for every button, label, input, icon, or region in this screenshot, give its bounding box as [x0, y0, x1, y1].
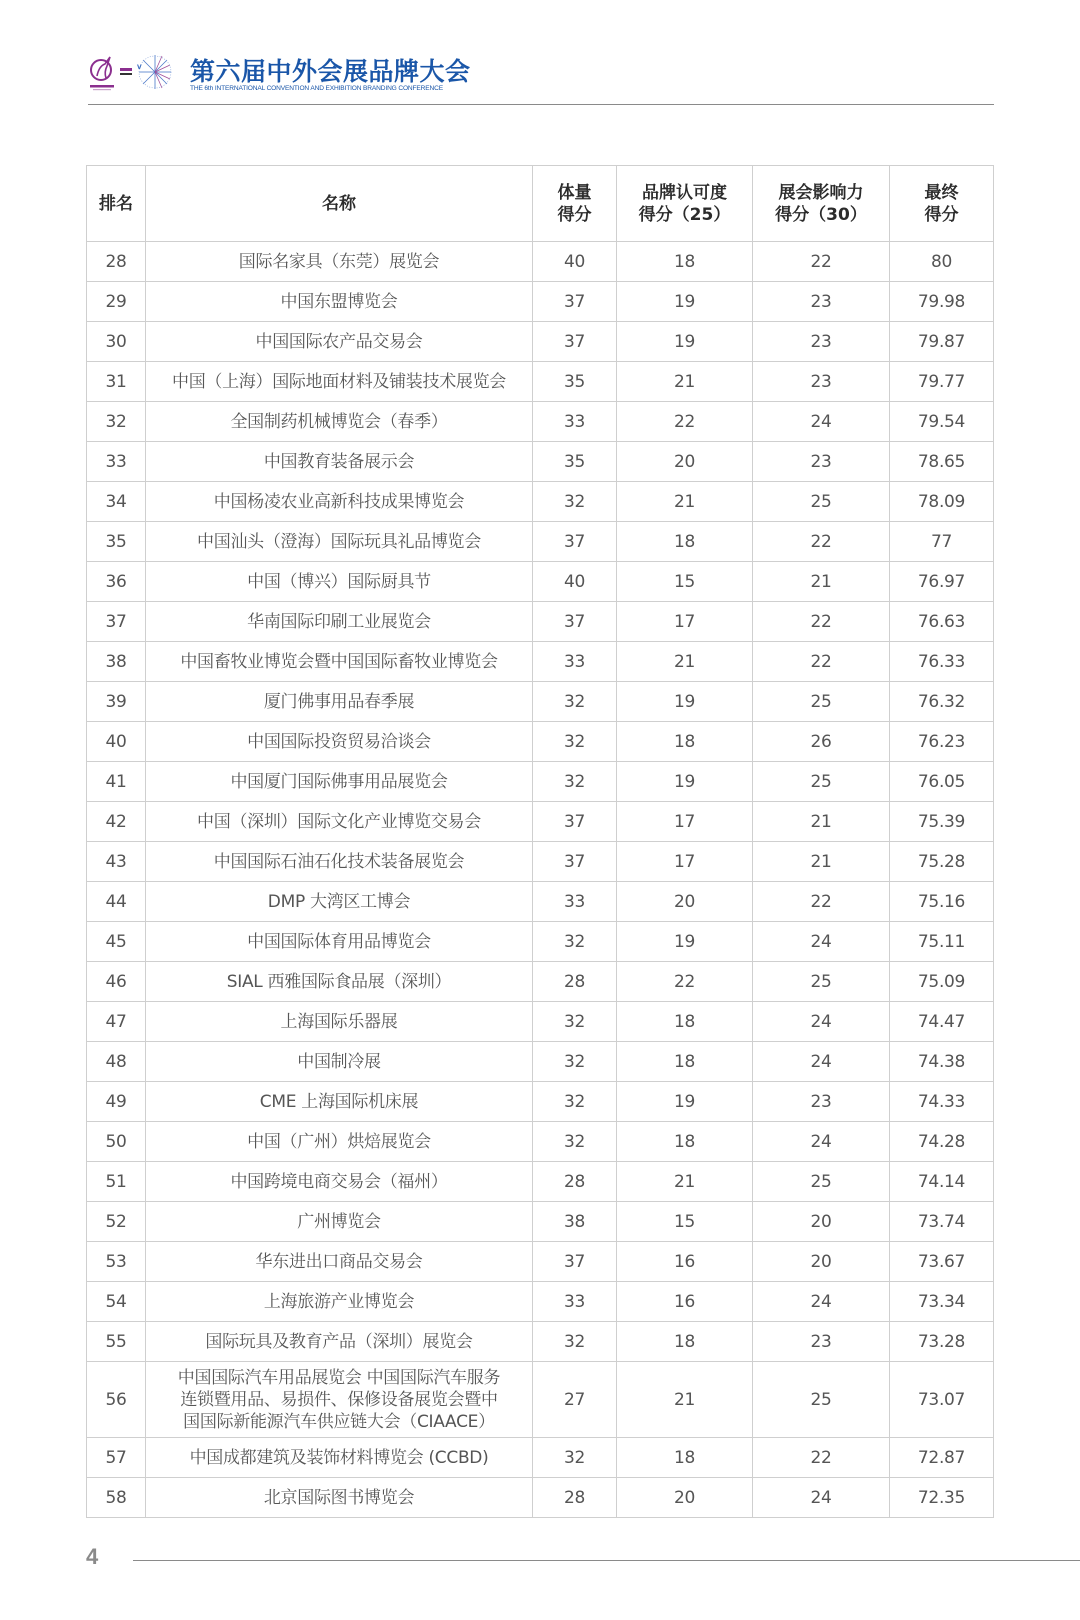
cell-volume-score: 32 — [533, 1122, 617, 1162]
cell-final-score: 79.77 — [890, 362, 994, 402]
table-row — [87, 482, 994, 522]
cell-impact-score: 24 — [753, 402, 890, 442]
table-row — [87, 1042, 994, 1082]
cell-name: 中国国际体育用品博览会 — [146, 922, 533, 962]
cell-final-score: 72.35 — [890, 1478, 994, 1518]
table-row — [87, 442, 994, 482]
table-row — [87, 762, 994, 802]
cell-brand-score: 20 — [617, 1478, 753, 1518]
conference-burst-logo-icon — [120, 54, 172, 90]
cell-name: 中国国际石油石化技术装备展览会 — [146, 842, 533, 882]
cell-final-score: 73.07 — [890, 1362, 994, 1438]
cell-final-score: 75.11 — [890, 922, 994, 962]
cell-name-line: 国国际新能源汽车供应链大会（CIAACE） — [183, 1411, 495, 1432]
conference-subtitle: THE 6th INTERNATIONAL CONVENTION AND EXHIBITION BRANDING CONFERENCE — [190, 85, 444, 92]
cell-impact-score: 24 — [753, 1042, 890, 1082]
cell-name: 中国（广州）烘焙展览会 — [146, 1122, 533, 1162]
cell-brand-score: 16 — [617, 1282, 753, 1322]
cell-brand-score: 21 — [617, 482, 753, 522]
cell-name: 中国（上海）国际地面材料及铺装技术展览会 — [146, 362, 533, 402]
cell-brand-score: 20 — [617, 442, 753, 482]
cell-final-score: 75.28 — [890, 842, 994, 882]
cell-name: 中国（博兴）国际厨具节 — [146, 562, 533, 602]
cell-brand-score: 15 — [617, 562, 753, 602]
cell-impact-score: 24 — [753, 1282, 890, 1322]
table-row — [87, 882, 994, 922]
cell-final-score: 80 — [890, 242, 994, 282]
cell-final-score: 74.14 — [890, 1162, 994, 1202]
cell-volume-score: 37 — [533, 602, 617, 642]
cell-impact-score: 23 — [753, 322, 890, 362]
cell-rank: 33 — [87, 442, 146, 482]
cell-name-line: 连锁暨用品、易损件、保修设备展览会暨中 — [180, 1389, 498, 1410]
cell-final-score: 74.38 — [890, 1042, 994, 1082]
cell-final-score: 76.32 — [890, 682, 994, 722]
cell-brand-score: 18 — [617, 522, 753, 562]
cell-volume-score: 35 — [533, 362, 617, 402]
cell-brand-score: 17 — [617, 802, 753, 842]
cell-rank: 51 — [87, 1162, 146, 1202]
cell-rank: 36 — [87, 562, 146, 602]
cell-volume-score: 32 — [533, 722, 617, 762]
cell-impact-score: 23 — [753, 282, 890, 322]
cell-volume-score: 32 — [533, 482, 617, 522]
cell-final-score: 79.54 — [890, 402, 994, 442]
cell-brand-score: 18 — [617, 722, 753, 762]
cell-impact-score: 24 — [753, 1002, 890, 1042]
cell-impact-score: 22 — [753, 602, 890, 642]
footer-divider — [133, 1560, 1080, 1561]
unicorn-logo-icon — [88, 54, 116, 92]
cell-final-score: 74.47 — [890, 1002, 994, 1042]
svg-text:V: V — [137, 64, 142, 71]
col-header-volume: 体量 得分 — [533, 166, 617, 242]
cell-impact-score: 25 — [753, 1162, 890, 1202]
cell-volume-score: 28 — [533, 1162, 617, 1202]
cell-final-score: 75.09 — [890, 962, 994, 1002]
cell-rank: 40 — [87, 722, 146, 762]
table-row — [87, 1478, 994, 1518]
table-row — [87, 522, 994, 562]
cell-impact-score: 25 — [753, 762, 890, 802]
cell-name: 华东进出口商品交易会 — [146, 1242, 533, 1282]
cell-name: 全国制药机械博览会（春季） — [146, 402, 533, 442]
cell-brand-score: 18 — [617, 1042, 753, 1082]
cell-impact-score: 20 — [753, 1202, 890, 1242]
cell-name: 上海国际乐器展 — [146, 1002, 533, 1042]
cell-impact-score: 23 — [753, 1322, 890, 1362]
cell-name: 中国国际投资贸易洽谈会 — [146, 722, 533, 762]
cell-volume-score: 32 — [533, 1082, 617, 1122]
cell-name: 厦门佛事用品春季展 — [146, 682, 533, 722]
cell-brand-score: 19 — [617, 322, 753, 362]
cell-final-score: 78.09 — [890, 482, 994, 522]
cell-volume-score: 32 — [533, 1002, 617, 1042]
cell-impact-score: 22 — [753, 642, 890, 682]
cell-final-score: 74.33 — [890, 1082, 994, 1122]
cell-final-score: 76.05 — [890, 762, 994, 802]
table-row — [87, 1282, 994, 1322]
cell-impact-score: 25 — [753, 482, 890, 522]
cell-volume-score: 33 — [533, 642, 617, 682]
cell-final-score: 72.87 — [890, 1438, 994, 1478]
table-row — [87, 242, 994, 282]
cell-impact-score: 20 — [753, 1242, 890, 1282]
cell-rank: 32 — [87, 402, 146, 442]
cell-rank: 37 — [87, 602, 146, 642]
cell-rank: 53 — [87, 1242, 146, 1282]
cell-name: 中国制冷展 — [146, 1042, 533, 1082]
cell-brand-score: 17 — [617, 602, 753, 642]
cell-rank: 30 — [87, 322, 146, 362]
cell-brand-score: 19 — [617, 762, 753, 802]
cell-impact-score: 25 — [753, 1362, 890, 1438]
cell-brand-score: 21 — [617, 642, 753, 682]
table-row — [87, 1002, 994, 1042]
cell-rank: 58 — [87, 1478, 146, 1518]
cell-rank: 29 — [87, 282, 146, 322]
cell-brand-score: 19 — [617, 922, 753, 962]
cell-brand-score: 20 — [617, 882, 753, 922]
cell-volume-score: 32 — [533, 922, 617, 962]
cell-rank: 38 — [87, 642, 146, 682]
cell-brand-score: 22 — [617, 962, 753, 1002]
cell-brand-score: 21 — [617, 1162, 753, 1202]
cell-name: 国际玩具及教育产品（深圳）展览会 — [146, 1322, 533, 1362]
cell-impact-score: 22 — [753, 882, 890, 922]
cell-final-score: 77 — [890, 522, 994, 562]
table-row — [87, 1362, 994, 1438]
table-row — [87, 1122, 994, 1162]
cell-brand-score: 15 — [617, 1202, 753, 1242]
cell-volume-score: 37 — [533, 282, 617, 322]
table-row — [87, 1202, 994, 1242]
cell-name: 北京国际图书博览会 — [146, 1478, 533, 1518]
table-row — [87, 1322, 994, 1362]
cell-rank: 45 — [87, 922, 146, 962]
conference-title: 第六届中外会展品牌大会 — [190, 57, 471, 86]
cell-volume-score: 40 — [533, 562, 617, 602]
cell-volume-score: 28 — [533, 1478, 617, 1518]
cell-final-score: 73.74 — [890, 1202, 994, 1242]
cell-rank: 35 — [87, 522, 146, 562]
cell-rank: 28 — [87, 242, 146, 282]
cell-impact-score: 22 — [753, 522, 890, 562]
cell-name: DMP 大湾区工博会 — [146, 882, 533, 922]
cell-impact-score: 21 — [753, 562, 890, 602]
ranking-table — [86, 165, 994, 1518]
cell-volume-score: 32 — [533, 1438, 617, 1478]
cell-volume-score: 35 — [533, 442, 617, 482]
table-row — [87, 402, 994, 442]
cell-name: 国际名家具（东莞）展览会 — [146, 242, 533, 282]
cell-impact-score: 24 — [753, 1122, 890, 1162]
cell-volume-score: 37 — [533, 802, 617, 842]
cell-final-score: 76.33 — [890, 642, 994, 682]
cell-final-score: 73.34 — [890, 1282, 994, 1322]
cell-brand-score: 19 — [617, 282, 753, 322]
cell-brand-score: 18 — [617, 1322, 753, 1362]
table-row — [87, 1082, 994, 1122]
col-header-brand: 品牌认可度 得分（25） — [617, 166, 753, 242]
cell-final-score: 76.97 — [890, 562, 994, 602]
table-row — [87, 1162, 994, 1202]
cell-volume-score: 37 — [533, 842, 617, 882]
cell-final-score: 76.63 — [890, 602, 994, 642]
cell-rank: 31 — [87, 362, 146, 402]
page-header — [86, 50, 996, 106]
table-row — [87, 962, 994, 1002]
cell-rank: 47 — [87, 1002, 146, 1042]
table-row — [87, 1242, 994, 1282]
cell-final-score: 76.23 — [890, 722, 994, 762]
cell-impact-score: 26 — [753, 722, 890, 762]
cell-rank: 49 — [87, 1082, 146, 1122]
cell-final-score: 74.28 — [890, 1122, 994, 1162]
cell-impact-score: 24 — [753, 922, 890, 962]
table-row — [87, 562, 994, 602]
table-row — [87, 802, 994, 842]
cell-brand-score: 18 — [617, 242, 753, 282]
cell-volume-score: 32 — [533, 1322, 617, 1362]
cell-impact-score: 23 — [753, 442, 890, 482]
cell-final-score: 73.28 — [890, 1322, 994, 1362]
cell-brand-score: 22 — [617, 402, 753, 442]
cell-rank: 54 — [87, 1282, 146, 1322]
col-header-name: 名称 — [146, 166, 533, 242]
cell-volume-score: 32 — [533, 682, 617, 722]
cell-name: 中国教育装备展示会 — [146, 442, 533, 482]
cell-final-score: 75.16 — [890, 882, 994, 922]
cell-rank: 43 — [87, 842, 146, 882]
cell-brand-score: 21 — [617, 1362, 753, 1438]
table-row — [87, 282, 994, 322]
cell-volume-score: 37 — [533, 1242, 617, 1282]
col-header-rank: 排名 — [87, 166, 146, 242]
col-header-final: 最终 得分 — [890, 166, 994, 242]
cell-volume-score: 37 — [533, 522, 617, 562]
cell-name: 中国畜牧业博览会暨中国国际畜牧业博览会 — [146, 642, 533, 682]
cell-name: 中国东盟博览会 — [146, 282, 533, 322]
cell-rank: 44 — [87, 882, 146, 922]
cell-final-score: 79.87 — [890, 322, 994, 362]
table-row — [87, 602, 994, 642]
cell-name: CME 上海国际机床展 — [146, 1082, 533, 1122]
cell-name: 中国跨境电商交易会（福州） — [146, 1162, 533, 1202]
cell-volume-score: 38 — [533, 1202, 617, 1242]
cell-volume-score: 40 — [533, 242, 617, 282]
cell-final-score: 79.98 — [890, 282, 994, 322]
table-row — [87, 642, 994, 682]
cell-name — [146, 1362, 533, 1438]
cell-impact-score: 23 — [753, 362, 890, 402]
cell-volume-score: 28 — [533, 962, 617, 1002]
cell-rank: 42 — [87, 802, 146, 842]
cell-rank: 34 — [87, 482, 146, 522]
cell-name: 上海旅游产业博览会 — [146, 1282, 533, 1322]
cell-brand-score: 19 — [617, 1082, 753, 1122]
cell-impact-score: 22 — [753, 1438, 890, 1478]
cell-name: 中国杨凌农业高新科技成果博览会 — [146, 482, 533, 522]
cell-name: SIAL 西雅国际食品展（深圳） — [146, 962, 533, 1002]
cell-rank: 39 — [87, 682, 146, 722]
cell-brand-score: 21 — [617, 362, 753, 402]
cell-name-line: 中国国际汽车用品展览会 中国国际汽车服务 — [177, 1367, 501, 1388]
cell-brand-score: 18 — [617, 1002, 753, 1042]
cell-impact-score: 24 — [753, 1478, 890, 1518]
cell-rank: 56 — [87, 1362, 146, 1438]
cell-brand-score: 19 — [617, 682, 753, 722]
cell-rank: 57 — [87, 1438, 146, 1478]
cell-name: 华南国际印刷工业展览会 — [146, 602, 533, 642]
cell-name: 中国（深圳）国际文化产业博览交易会 — [146, 802, 533, 842]
cell-name: 中国汕头（澄海）国际玩具礼品博览会 — [146, 522, 533, 562]
cell-volume-score: 33 — [533, 1282, 617, 1322]
cell-final-score: 75.39 — [890, 802, 994, 842]
cell-impact-score: 21 — [753, 842, 890, 882]
cell-name: 中国厦门国际佛事用品展览会 — [146, 762, 533, 802]
table-row — [87, 682, 994, 722]
cell-impact-score: 23 — [753, 1082, 890, 1122]
cell-rank: 41 — [87, 762, 146, 802]
cell-volume-score: 33 — [533, 402, 617, 442]
cell-brand-score: 16 — [617, 1242, 753, 1282]
cell-rank: 50 — [87, 1122, 146, 1162]
table-row — [87, 362, 994, 402]
cell-impact-score: 25 — [753, 962, 890, 1002]
cell-name: 中国成都建筑及装饰材料博览会 (CCBD) — [146, 1438, 533, 1478]
cell-rank: 46 — [87, 962, 146, 1002]
cell-impact-score: 21 — [753, 802, 890, 842]
table-row — [87, 722, 994, 762]
cell-final-score: 73.67 — [890, 1242, 994, 1282]
cell-volume-score: 37 — [533, 322, 617, 362]
table-row — [87, 842, 994, 882]
table-row — [87, 322, 994, 362]
table-header-row — [87, 166, 994, 242]
table-row — [87, 922, 994, 962]
header-divider — [88, 104, 994, 105]
cell-volume-score: 32 — [533, 1042, 617, 1082]
cell-rank: 55 — [87, 1322, 146, 1362]
cell-volume-score: 27 — [533, 1362, 617, 1438]
page-number: 4 — [86, 1544, 99, 1569]
cell-volume-score: 33 — [533, 882, 617, 922]
cell-rank: 48 — [87, 1042, 146, 1082]
cell-final-score: 78.65 — [890, 442, 994, 482]
cell-volume-score: 32 — [533, 762, 617, 802]
table-row — [87, 1438, 994, 1478]
cell-name: 广州博览会 — [146, 1202, 533, 1242]
cell-brand-score: 17 — [617, 842, 753, 882]
col-header-impact: 展会影响力 得分（30） — [753, 166, 890, 242]
cell-rank: 52 — [87, 1202, 146, 1242]
cell-brand-score: 18 — [617, 1438, 753, 1478]
cell-impact-score: 25 — [753, 682, 890, 722]
cell-brand-score: 18 — [617, 1122, 753, 1162]
cell-impact-score: 22 — [753, 242, 890, 282]
cell-name: 中国国际农产品交易会 — [146, 322, 533, 362]
